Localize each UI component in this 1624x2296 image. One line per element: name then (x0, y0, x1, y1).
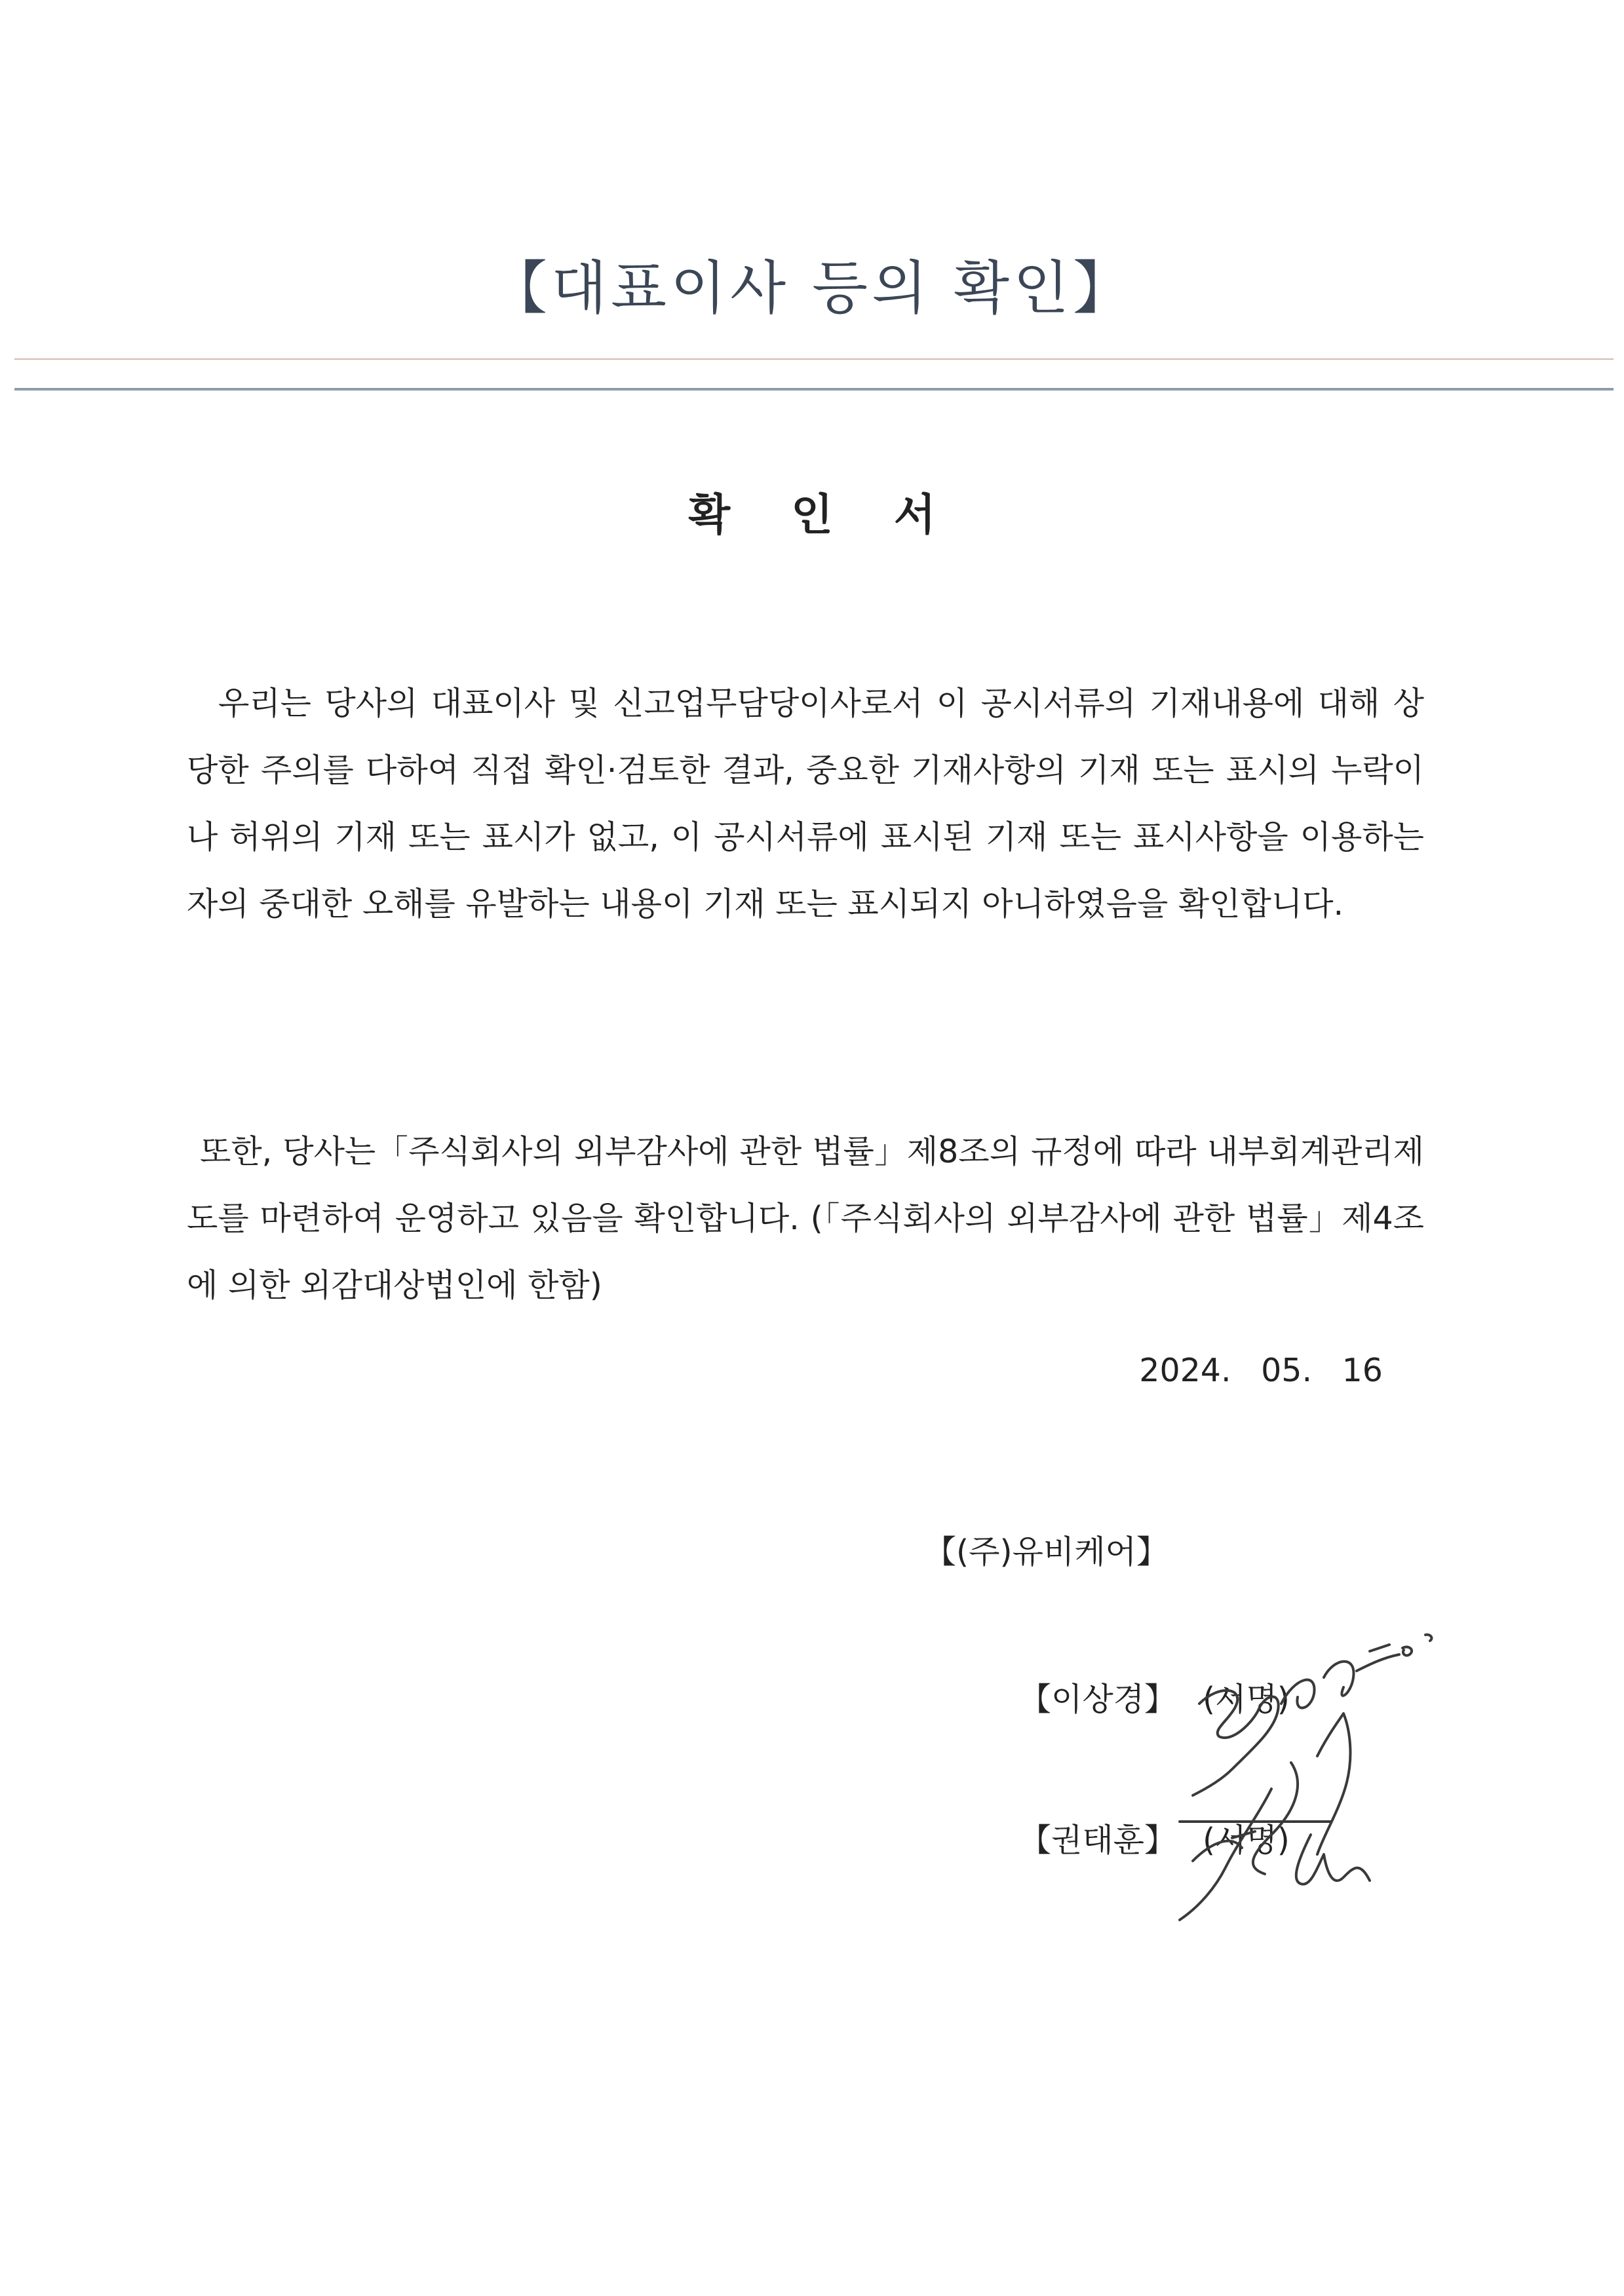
internal-control-paragraph: 또한, 당사는「주식회사의 외부감사에 관한 법률」제8조의 규정에 따라 내부회계관리제도를 마련하여 운영하고 있음을 확인합니다. (「주식회사의 외부감사에 관한 법률」제4조에 의한 외감대상법인에 한함) (187, 1133, 1424, 1304)
signatory-name: 【권태훈】 (1019, 1822, 1177, 1859)
handwritten-signature-director (1101, 1710, 1402, 1926)
document-title: 확 인 서 (688, 489, 936, 540)
header-title: 【대표이사 등의 확인】 (489, 254, 1134, 322)
document-date: 2024. 05. 16 (1139, 1352, 1383, 1389)
confirmation-paragraph: 우리는 당사의 대표이사 및 신고업무담당이사로서 이 공시서류의 기재내용에 대해 상당한 주의를 다하여 직접 확인·검토한 결과, 중요한 기재사항의 기재 또는 표시의 누락이나 허위의 기재 또는 표시가 없고, 이 공시서류에 표시된 기재 또는 표시사항을 이용하는 자의 중대한 오해를 유발하는 내용이 기재 또는 표시되지 아니하였음을 확인합니다. (187, 685, 1424, 923)
signature-placeholder: (서명) (1203, 1681, 1290, 1718)
company-name: 【(주)유비케어】 (924, 1533, 1169, 1571)
signatory-name: 【이상경】 (1019, 1681, 1177, 1718)
header-divider-dark (14, 388, 1614, 391)
header-divider-light (14, 358, 1614, 360)
signature-placeholder: (서명) (1203, 1822, 1290, 1859)
